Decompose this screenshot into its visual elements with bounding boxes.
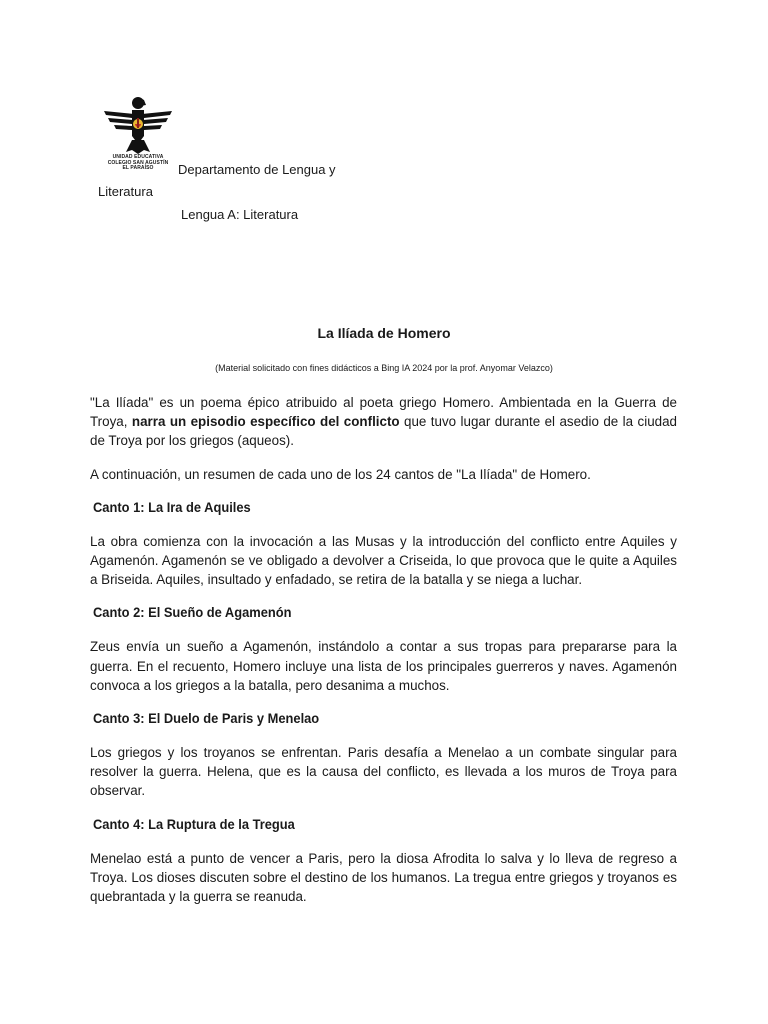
logo-caption: [100, 155, 176, 172]
canto-heading: Canto 1: La Ira de Aquiles: [93, 498, 251, 515]
intro-text: "La Ilíada" es un poema épico atribuido al poeta griego Homero. Ambientada en la Guerra de Troya,: [90, 395, 677, 430]
document-note: (Material solicitado con fines didácticos a Bing IA 2024 por la prof. Anyomar Velazco): [215, 363, 553, 373]
logo-caption-line: COLEGIO SAN AGUSTÍN: [107, 159, 169, 166]
intro-paragraph: [90, 393, 677, 451]
canto-paragraph: Menelao está a punto de vencer a Paris, pero la diosa Afrodita lo salva y lo lleva de regreso a Troya. Los dioses discuten sobre el destino de los humanos. La tregua entre griegos y troyanos es quebrantada y la guerra se reanuda.: [90, 850, 677, 905]
department-line1: Departamento de Lengua y: [178, 162, 336, 177]
canto-paragraph: Los griegos y los troyanos se enfrentan. Paris desafía a Menelao a un combate singular para resolver la guerra. Helena, que es la causa del conflicto, es llevada a los muros de Troya para observar.: [90, 745, 677, 799]
canto-heading: Canto 2: El Sueño de Agamenón: [93, 604, 292, 621]
intro-bold-text: narra un episodio específico del conflicto: [131, 414, 400, 430]
logo-caption-line: EL PARAÍSO: [122, 165, 154, 171]
canto-paragraph: Zeus envía un sueño a Agamenón, instándolo a contar a sus tropas para prepararse para la guerra. En el recuento, Homero incluye una lista de los principales guerreros y naves. Agamenón convoca a los griegos a la batalla, pero desanima a muchos.: [90, 639, 677, 693]
logo-caption-line: UNIDAD EDUCATIVA: [112, 154, 164, 160]
document-body: [90, 393, 677, 920]
canto-heading: Canto 4: La Ruptura de la Tregua: [93, 815, 295, 832]
summary-intro-paragraph: A continuación, un resumen de cada uno de los 24 cantos de "La Ilíada" de Homero.: [90, 466, 591, 482]
canto-paragraph: La obra comienza con la invocación a las Musas y la introducción del conflicto entre Aquiles y Agamenón. Agamenón se ve obligado a devolver a Criseida, lo que provoca que le quite a Aquiles a Briseida. Aquiles, insultado y enfadado, se retira de la batalla y se niega a luchar.: [90, 533, 677, 588]
subject-line: Lengua A: Literatura: [181, 207, 299, 222]
document-title: La Ilíada de Homero: [317, 325, 451, 341]
intro-text-end: que tuvo lugar durante el asedio de la ciudad de Troya por los griegos (aqueos).: [90, 414, 677, 449]
canto-heading: Canto 3: El Duelo de Paris y Menelao: [93, 710, 320, 727]
department-line2: Literatura: [98, 184, 153, 199]
